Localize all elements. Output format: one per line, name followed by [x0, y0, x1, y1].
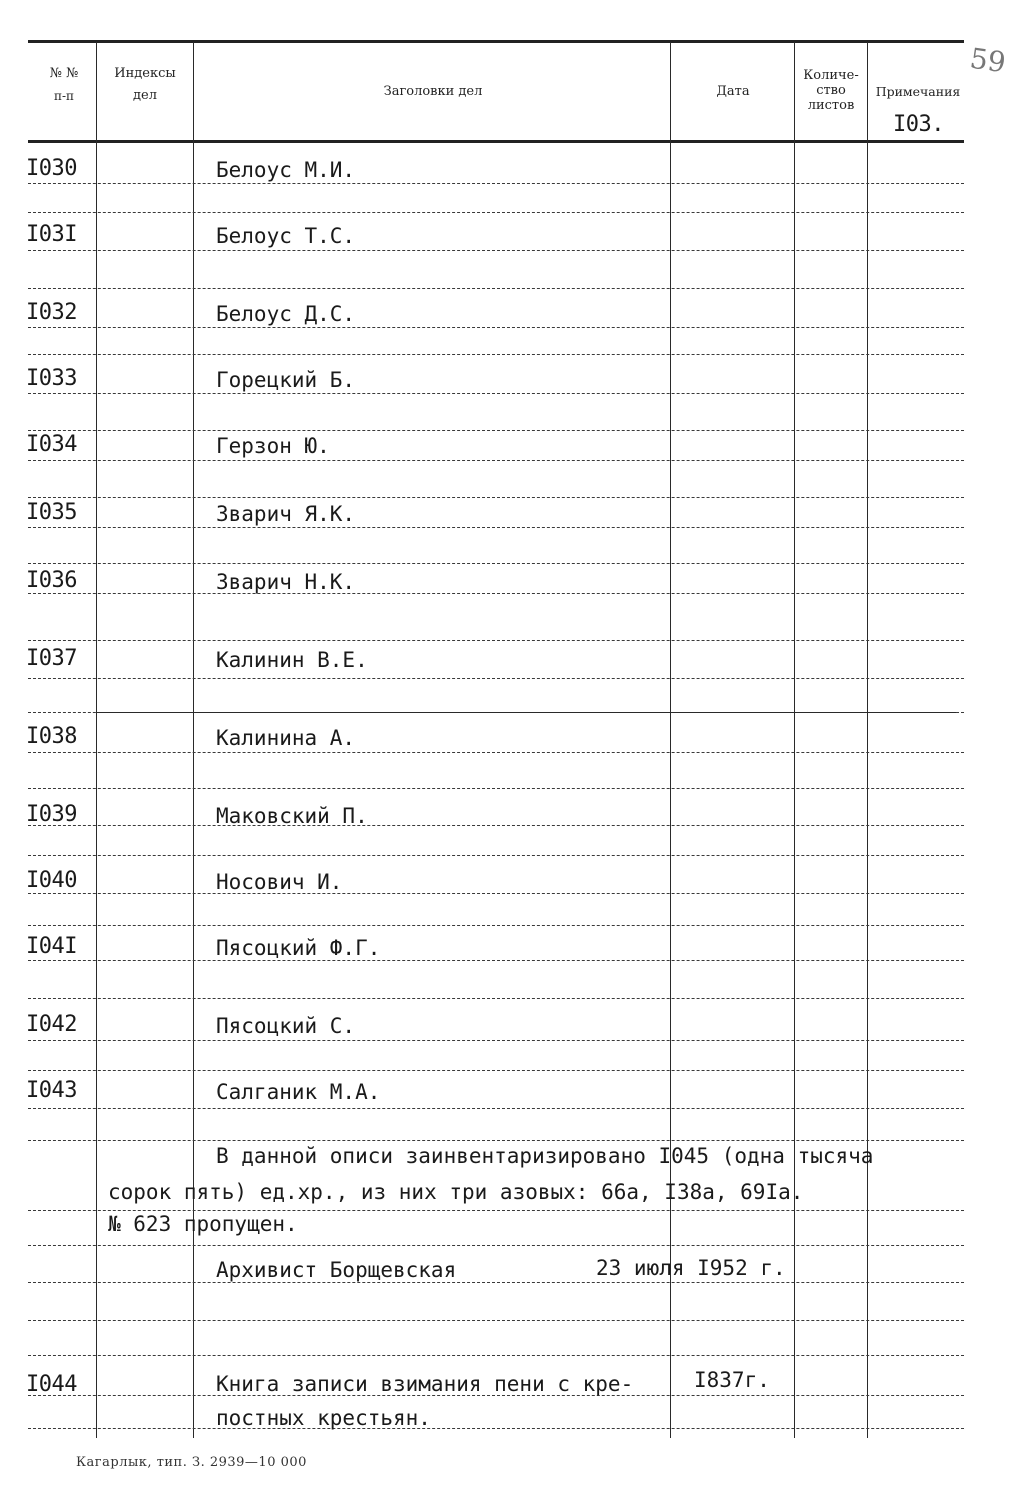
row-title-continued: постных крестьян. — [216, 1406, 431, 1430]
row-number: I037 — [26, 646, 77, 671]
page-number: I03. — [893, 112, 944, 137]
certification-line-2: сорок пять) ед.хр., из них три азовых: 66а, I38а, 69Iа. — [108, 1180, 804, 1204]
row-number: I034 — [26, 432, 77, 457]
header-rule — [28, 140, 964, 143]
header-sheets: Количе- ство листов — [803, 68, 859, 113]
row-rule — [28, 855, 964, 856]
row-title: Калинина А. — [216, 726, 356, 750]
row-rule — [28, 1210, 964, 1211]
row-rule — [28, 640, 964, 641]
row-rule — [28, 925, 964, 926]
row-rule — [28, 354, 964, 355]
row-title: Пясоцкий Ф.Г. — [216, 936, 381, 960]
header-title: Заголовки дел — [383, 84, 483, 99]
row-number: I035 — [26, 500, 77, 525]
row-rule — [28, 250, 964, 251]
printer-imprint: Кагарлык, тип. З. 2939—10 000 — [76, 1455, 307, 1470]
row-rule — [28, 1040, 964, 1041]
row-rule — [28, 183, 964, 184]
row-rule — [28, 998, 964, 999]
row-title: Горецкий Б. — [216, 368, 356, 392]
row-number: I042 — [26, 1012, 77, 1037]
header-num: № № п-п — [49, 66, 79, 103]
certification-line-3: № 623 пропущен. — [108, 1212, 298, 1236]
row-number: I044 — [26, 1372, 77, 1397]
row-rule — [28, 1108, 964, 1109]
row-number: I036 — [26, 568, 77, 593]
certification-line-1: В данной описи заинвентаризировано I045 (одна тысяча — [216, 1144, 874, 1168]
col-divider-title — [670, 42, 671, 1438]
archivist-signature: Архивист Борщевская — [216, 1258, 457, 1282]
row-number: I033 — [26, 366, 77, 391]
row-number: I040 — [26, 868, 77, 893]
row-title: Книга записи взимания пени с кре- — [216, 1372, 634, 1396]
header-notes: Примечания — [875, 84, 961, 99]
row-title: Белоус Д.С. — [216, 302, 356, 326]
row-date: I837г. — [694, 1368, 770, 1392]
top-rule — [28, 40, 964, 43]
row-rule — [28, 460, 964, 461]
row-rule — [28, 497, 964, 498]
row-rule — [28, 1282, 964, 1283]
col-divider-sheets — [867, 42, 868, 1438]
row-title: Пясоцкий С. — [216, 1014, 356, 1038]
row-rule — [28, 1245, 964, 1246]
row-rule — [28, 1320, 964, 1321]
row-rule — [28, 563, 964, 564]
col-divider-num — [96, 42, 97, 1438]
row-title: Белоус Т.С. — [216, 224, 356, 248]
row-rule — [28, 1428, 964, 1429]
row-rule — [28, 212, 964, 213]
row-number: I038 — [26, 724, 77, 749]
row-title: Маковский П. — [216, 804, 368, 828]
row-rule — [28, 825, 964, 826]
row-rule — [28, 788, 964, 789]
certification-date: 23 июля I952 г. — [596, 1256, 786, 1280]
row-rule — [28, 1070, 964, 1071]
row-number: I030 — [26, 156, 77, 181]
row-rule — [28, 678, 964, 679]
row-rule — [28, 593, 964, 594]
row-title: Белоус М.И. — [216, 158, 356, 182]
row-rule — [28, 752, 964, 753]
row-number: I032 — [26, 300, 77, 325]
row-number: I039 — [26, 802, 77, 827]
row-rule — [28, 527, 964, 528]
row-rule — [28, 893, 964, 894]
row-number: I043 — [26, 1078, 77, 1103]
row-title: Калинин В.Е. — [216, 648, 368, 672]
row-title: Салганик М.А. — [216, 1080, 381, 1104]
corner-page-mark: 59 — [967, 41, 1008, 80]
row-rule — [28, 430, 964, 431]
header-date: Дата — [716, 84, 750, 99]
row-rule — [28, 1140, 964, 1141]
row-number: I04I — [26, 934, 77, 959]
row-number: I03I — [26, 222, 77, 247]
row-rule — [28, 327, 964, 328]
row-title: Зварич Н.К. — [216, 570, 356, 594]
row-title: Носович И. — [216, 870, 343, 894]
row-rule — [28, 393, 964, 394]
row-rule — [28, 288, 964, 289]
row-rule — [28, 1355, 964, 1356]
header-index: Индексы дел — [114, 66, 176, 103]
row-title: Зварич Я.К. — [216, 502, 356, 526]
row-rule — [28, 960, 964, 961]
section-rule — [96, 712, 956, 713]
col-divider-date — [794, 42, 795, 1438]
row-title: Герзон Ю. — [216, 434, 330, 458]
